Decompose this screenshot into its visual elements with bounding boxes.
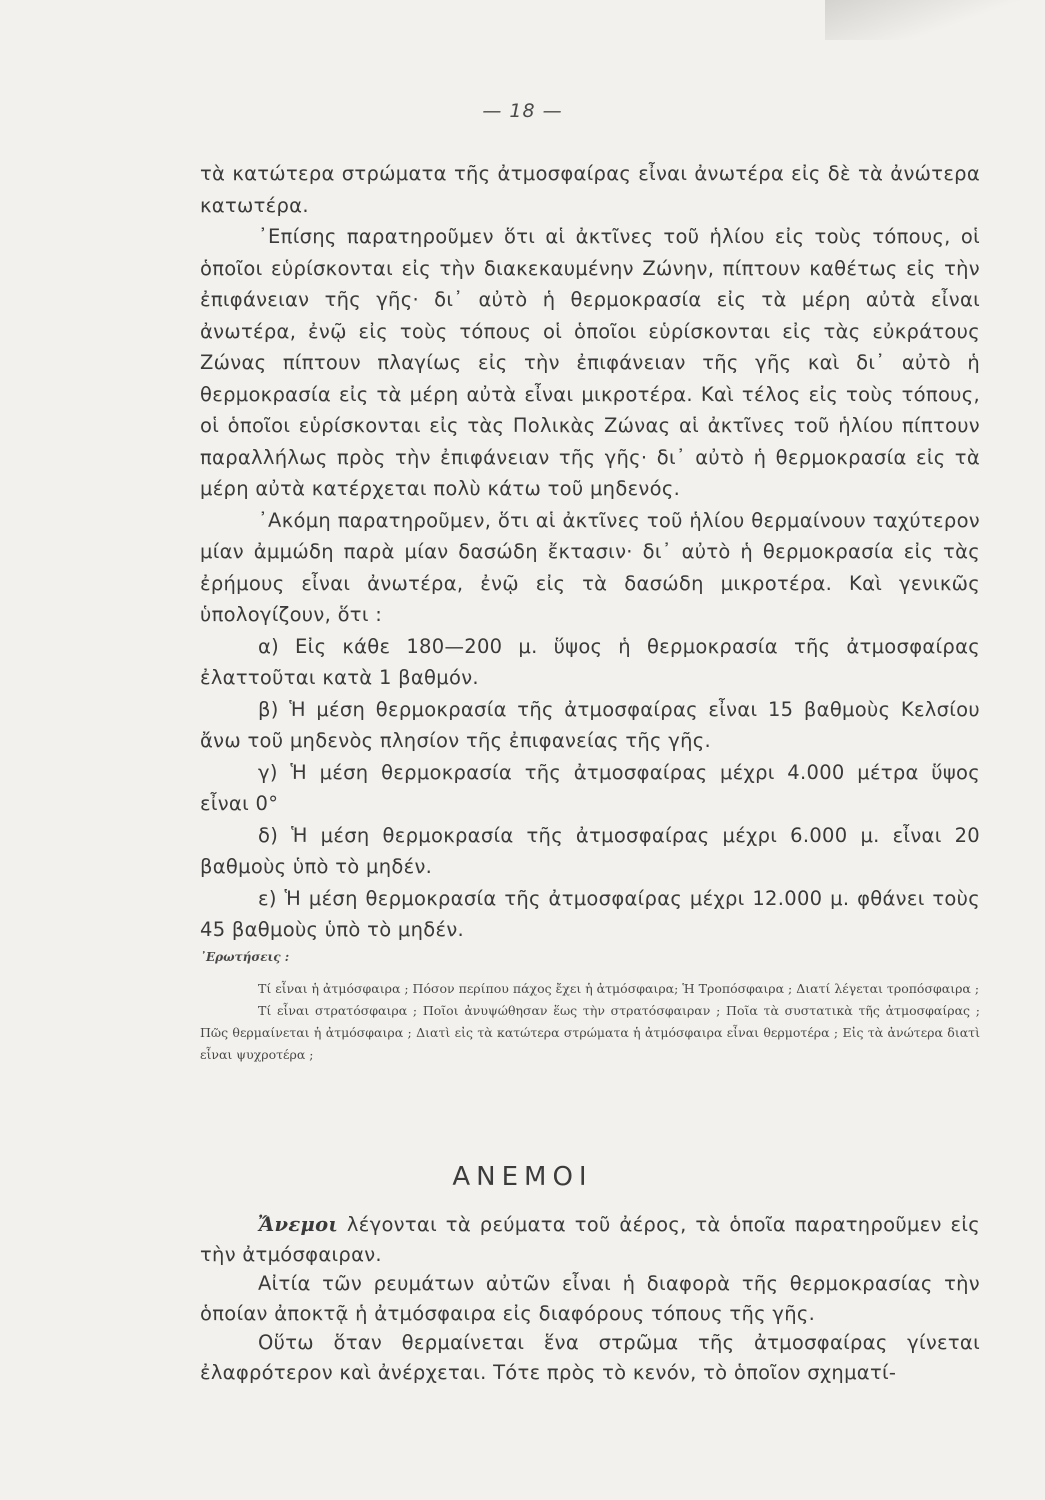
- list-item-e: ε) Ἡ μέση θερμοκρασία τῆς ἀτμοσφαίρας μέχρι 12.000 μ. φθάνει τοὺς 45 βαθμοὺς ὑπὸ τὸ μηδέν.: [200, 886, 980, 941]
- winds-cause: Αἰτία τῶν ρευμάτων αὐτῶν εἶναι ἡ διαφορὰ τῆς θερμοκρασίας τὴν ὁποίαν ἀποκτᾷ ἡ ἀτμόσφαιρα εἰς διαφόρους τόπους τῆς γῆς.: [200, 1272, 980, 1325]
- list-item-c: γ) Ἡ μέση θερμοκρασία τῆς ἀτμοσφαίρας μέχρι 4.000 μέτρα ὕψος εἶναι 0°: [200, 760, 980, 815]
- question-group-2: Τί εἶναι στρατόσφαιρα ; Ποῖοι ἀνυψώθησαν ἕως τὴν στρατόσφαιραν ; Ποῖα τὰ συστατικὰ τῆς ἀτμοσφαίρας ; Πῶς θερμαίνεται ἡ ἀτμόσφαιρα ; Διατὶ εἰς τὰ κατώτερα στρώματα ἡ ἀτμόσφαιρα εἶναι θερμοτέρα ; Εἰς τὰ ἀνώτερα διατὶ εἶναι ψυχροτέρα ;: [200, 1003, 980, 1062]
- list-item-d: δ) Ἡ μέση θερμοκρασία τῆς ἀτμοσφαίρας μέχρι 6.000 μ. εἶναι 20 βαθμοὺς ὑπὸ τὸ μηδέν.: [200, 823, 980, 878]
- main-text: [200, 158, 980, 946]
- winds-definition-text: λέγονται τὰ ρεύματα τοῦ ἀέρος, τὰ ὁποῖα παρατηροῦμεν εἰς τὴν ἀτμόσφαιραν.: [200, 1213, 980, 1266]
- questions-section: [200, 946, 980, 1066]
- winds-explanation: Οὕτω ὅταν θερμαίνεται ἕνα στρῶμα τῆς ἀτμοσφαίρας γίνεται ἐλαφρότερον καὶ ἀνέρχεται. Τότε πρὸς τὸ κενόν, τὸ ὁποῖον σχηματί-: [200, 1331, 980, 1384]
- scan-smudge: [825, 0, 1045, 40]
- page-number: — 18 —: [482, 100, 563, 122]
- question-group-1: Τί εἶναι ἡ ἀτμόσφαιρα ; Πόσον περίπου πάχος ἔχει ἡ ἀτμόσφαιρα; Ἡ Τροπόσφαιρα ; Διατί λέγεται τροπόσφαιρα ;: [258, 981, 980, 996]
- paragraph-sun-rays: ᾿Επίσης παρατηροῦμεν ὅτι αἱ ἀκτῖνες τοῦ ἡλίου εἰς τοὺς τόπους, οἱ ὁποῖοι εὑρίσκονται εἰς τὴν διακεκαυμένην Ζώνην, πίπτουν καθέτως εἰς τὴν ἐπιφάνειαν τῆς γῆς· δι᾿ αὐτὸ ἡ θερμοκρασία εἰς τὰ μέρη αὐτὰ εἶναι ἀνωτέρα, ἐνῷ εἰς τοὺς τόπους οἱ ὁποῖοι εὑρίσκονται εἰς τὰς εὐκράτους Ζώνας πίπτουν πλαγίως εἰς τὴν ἐπιφάνειαν τῆς γῆς καὶ δι᾿ αὐτὸ ἡ θερμοκρασία εἰς τὰ μέρη αὐτὰ εἶναι μικροτέρα. Καὶ τέλος εἰς τοὺς τόπους, οἱ ὁποῖοι εὑρίσκονται εἰς τὰς Πολικὰς Ζώνας αἱ ἀκτῖνες τοῦ ἡλίου πίπτουν παραλλήλως πρὸς τὴν ἐπιφάνειαν τῆς γῆς· δι᾿ αὐτὸ ἡ θερμοκρασία εἰς τὰ μέρη αὐτὰ κατέρχεται πολὺ κάτω τοῦ μηδενός.: [200, 225, 980, 500]
- list-item-b: β) Ἡ μέση θερμοκρασία τῆς ἀτμοσφαίρας εἶναι 15 βαθμοὺς Κελσίου ἄνω τοῦ μηδενὸς πλησίον τῆς ἐπιφανείας τῆς γῆς.: [200, 697, 980, 752]
- winds-definition: [200, 1210, 980, 1269]
- questions-title: ᾿Ερωτήσεις :: [200, 950, 290, 964]
- section-heading: ΑΝΕΜΟΙ: [452, 1162, 593, 1192]
- paragraph-continuation: τὰ κατώτερα στρώματα τῆς ἀτμοσφαίρας εἶναι ἀνωτέρα εἰς δὲ τὰ ἀνώτερα κατωτέρα.: [200, 162, 980, 217]
- winds-term: Ἄνεμοι: [258, 1213, 339, 1236]
- list-item-a: α) Εἰς κάθε 180—200 μ. ὕψος ἡ θερμοκρασία τῆς ἀτμοσφαίρας ἐλαττοῦται κατὰ 1 βαθμόν.: [200, 634, 980, 689]
- winds-section: [200, 1210, 980, 1387]
- paragraph-sand-forest: ᾿Ακόμη παρατηροῦμεν, ὅτι αἱ ἀκτῖνες τοῦ ἡλίου θερμαίνουν ταχύτερον μίαν ἀμμώδη παρὰ μίαν δασώδη ἔκτασιν· δι᾿ αὐτὸ ἡ θερμοκρασία εἰς τὰς ἐρήμους εἶναι ἀνωτέρα, ἐνῷ εἰς τὰ δασώδη μικροτέρα. Καὶ γενικῶς ὑπολογίζουν, ὅτι :: [200, 508, 980, 626]
